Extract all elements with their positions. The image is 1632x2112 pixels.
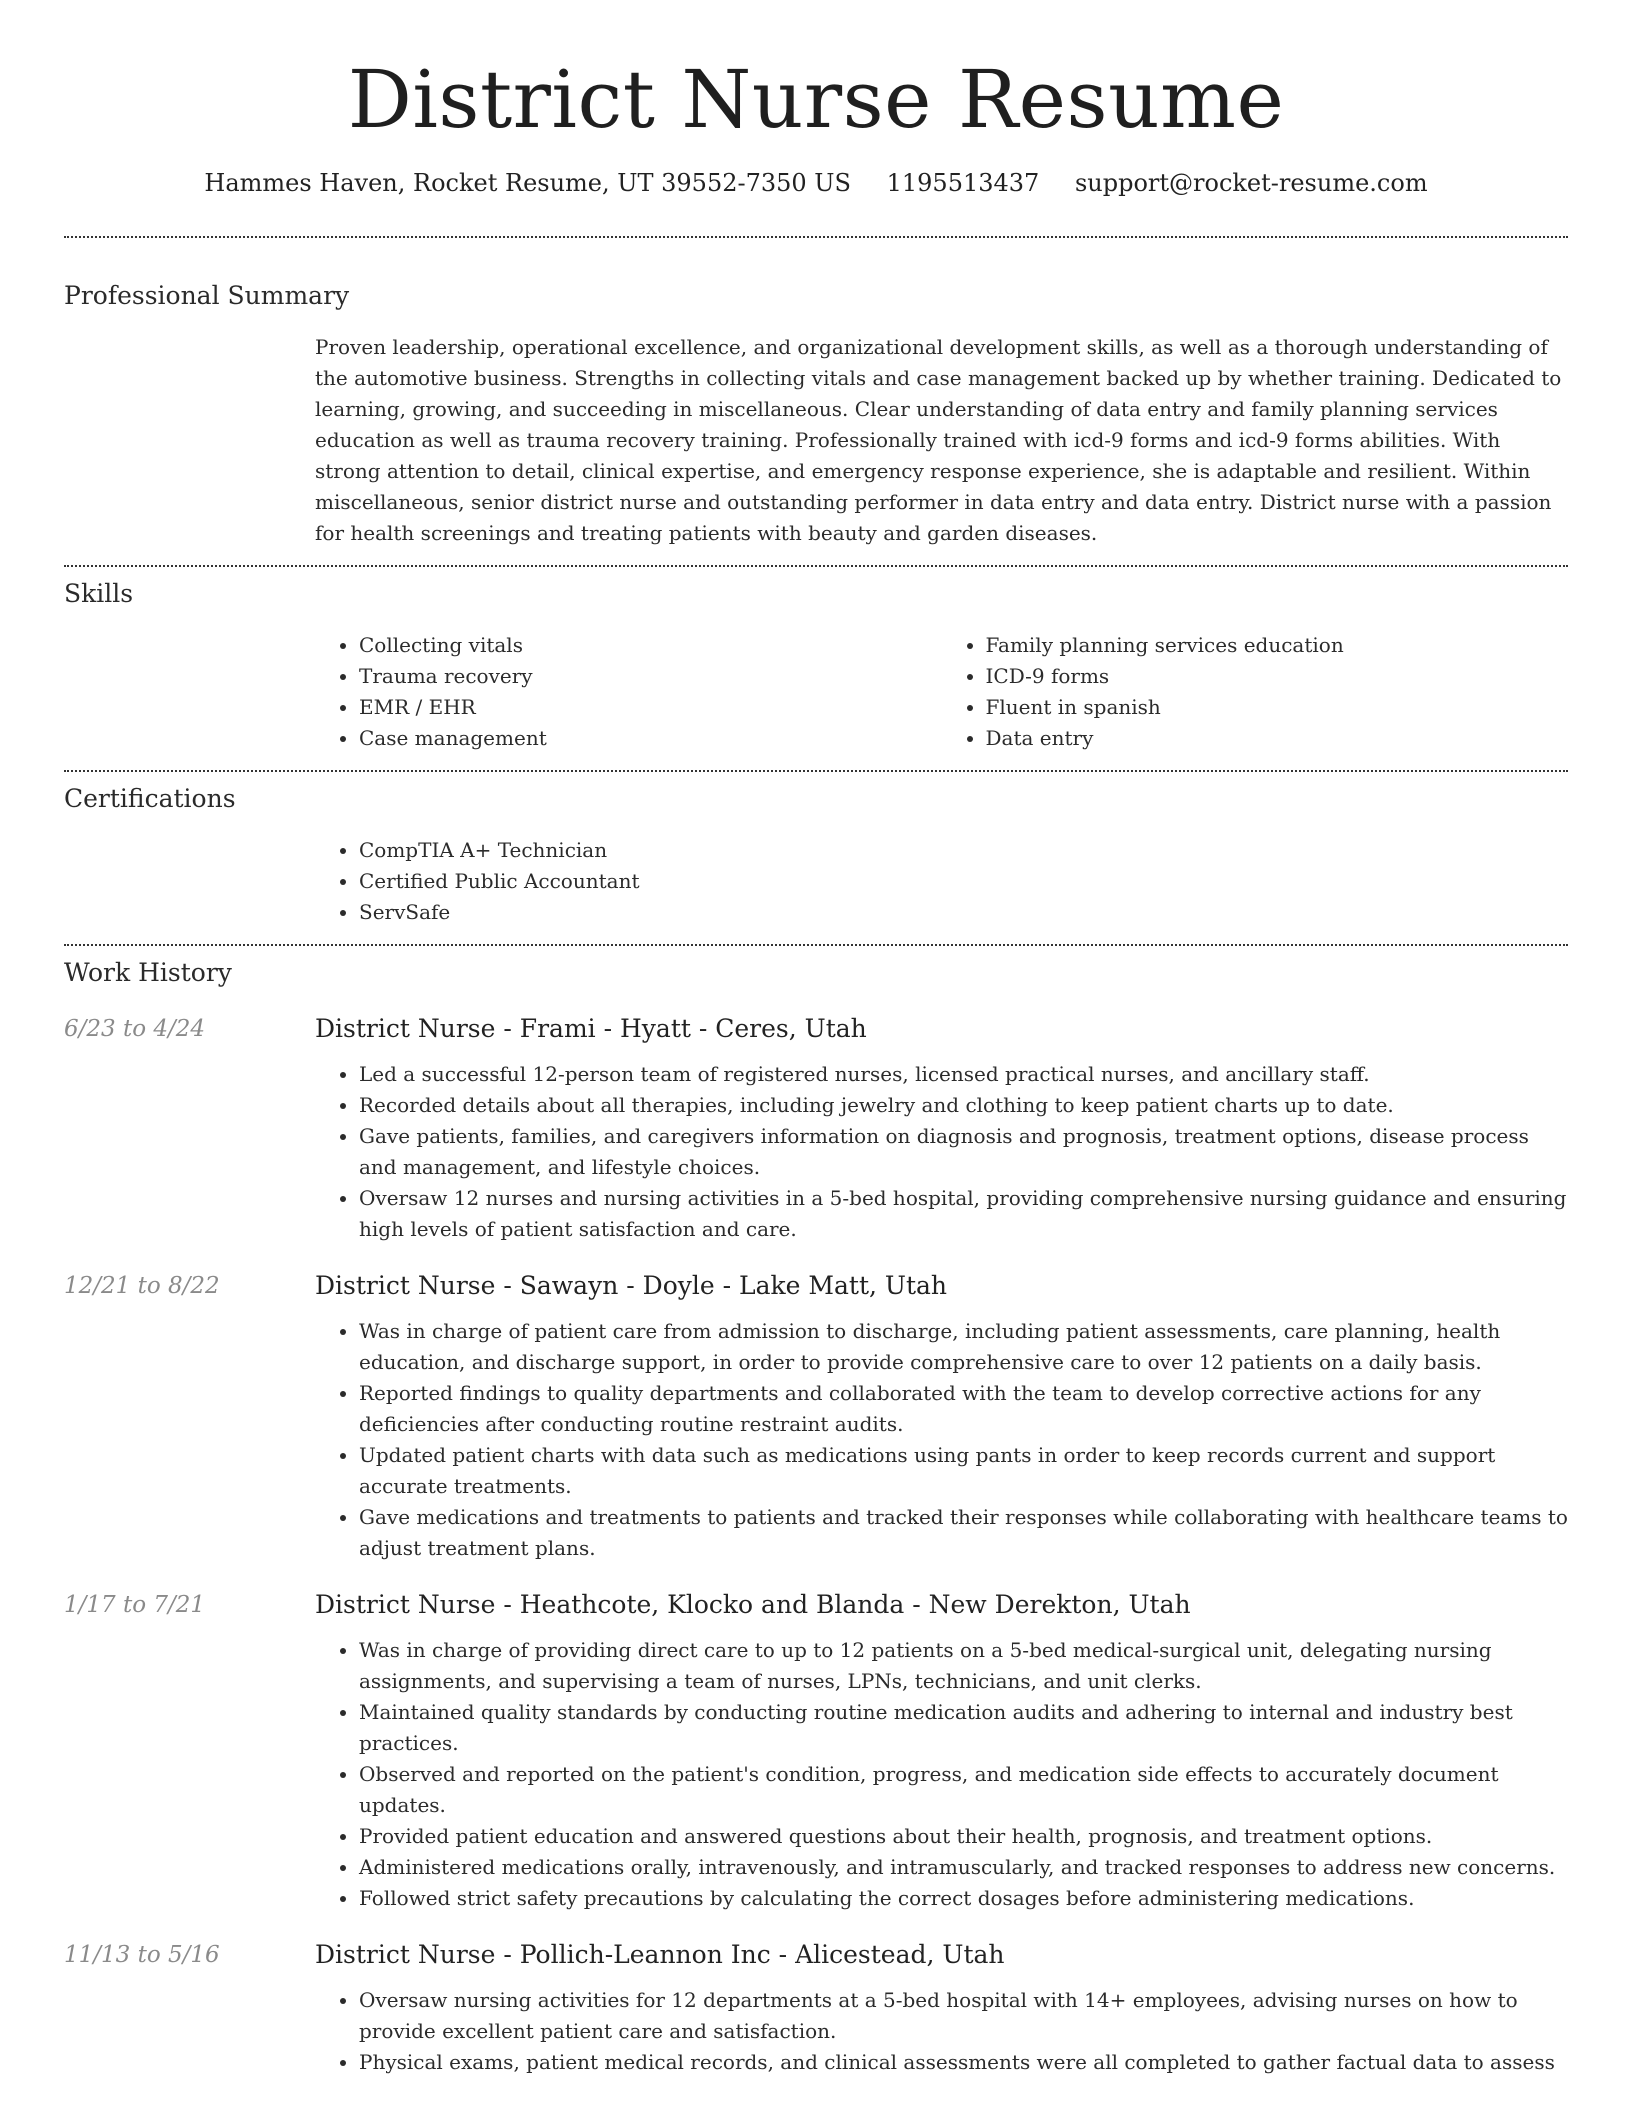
job-header — [64, 1938, 1568, 1972]
job-title: District Nurse - Sawayn - Doyle - Lake Matt, Utah — [315, 1271, 948, 1300]
job-bullet: • Gave patients, families, and caregivers information on diagnosis and prognosis, treatment options, disease process and management, and lifestyle choices. — [359, 1121, 1568, 1183]
job-header — [64, 1269, 1568, 1303]
skill-item: • Trauma recovery — [359, 661, 942, 692]
job-entry — [64, 1938, 1568, 2078]
job-bullets — [315, 1059, 1568, 1245]
summary-content — [315, 332, 1568, 549]
job-header — [64, 1012, 1568, 1046]
skill-item: • Family planning services education — [986, 630, 1569, 661]
summary-heading: Professional Summary — [64, 281, 350, 310]
job-bullet: • Gave medications and treatments to patients and tracked their responses while collaborating with healthcare teams to adjust treatment plans. — [359, 1502, 1568, 1564]
certification-item: • CompTIA A+ Technician — [359, 835, 1568, 866]
contact-line — [64, 166, 1568, 200]
job-bullet-list — [315, 1985, 1568, 2078]
job-bullet: • Led a successful 12-person team of registered nurses, licensed practical nurses, and ancillary staff. — [359, 1059, 1568, 1090]
skills-list-right — [942, 630, 1569, 754]
skill-item: • Data entry — [986, 723, 1569, 754]
job-bullet: • Provided patient education and answered questions about their health, prognosis, and treatment options. — [359, 1821, 1568, 1852]
job-entry — [64, 1269, 1568, 1564]
resume-title: District Nurse Resume — [347, 53, 1285, 146]
job-bullet: • Followed strict safety precautions by calculating the correct dosages before administering medications. — [359, 1883, 1568, 1914]
job-bullet: • Oversaw nursing activities for 12 departments at a 5-bed hospital with 14+ employees, advising nurses on how to provide excellent patient care and satisfaction. — [359, 1985, 1568, 2047]
certifications-content — [315, 835, 1568, 928]
contact-phone: 1195513437 — [886, 169, 1040, 197]
skills-heading: Skills — [64, 579, 134, 608]
job-bullets — [315, 1316, 1568, 1564]
summary-section — [64, 279, 1568, 549]
job-bullets — [315, 1985, 1568, 2078]
job-bullet: • Maintained quality standards by conducting routine medication audits and adhering to internal and industry best practices. — [359, 1697, 1568, 1759]
job-title: District Nurse - Pollich-Leannon Inc - Alicestead, Utah — [315, 1940, 1005, 1969]
skill-item: • ICD-9 forms — [986, 661, 1569, 692]
job-bullet: • Updated patient charts with data such as medications using pants in order to keep records current and support accurate treatments. — [359, 1440, 1568, 1502]
skills-list-left — [315, 630, 942, 754]
job-bullet-list — [315, 1316, 1568, 1564]
job-bullet-list — [315, 1059, 1568, 1245]
job-entry — [64, 1012, 1568, 1245]
job-bullet: • Oversaw 12 nurses and nursing activities in a 5-bed hospital, providing comprehensive nursing guidance and ensuring high levels of patient satisfaction and care. — [359, 1183, 1568, 1245]
job-title: District Nurse - Heathcote, Klocko and Blanda - New Derekton, Utah — [315, 1590, 1191, 1619]
certifications-list — [315, 835, 1568, 928]
summary-text: Proven leadership, operational excellence, and organizational development skills, as well as a thorough understanding of the automotive business. Strengths in collecting vitals and case management backed up by whether training. Dedicated to learning, growing, and succeeding in miscellaneous. Clear understanding of data entry and family planning services education as well as trauma recovery training. Professionally trained with icd-9 forms and icd-9 forms abilities. With strong attention to detail, clinical expertise, and emergency response experience, she is adaptable and resilient. Within miscellaneous, senior district nurse and outstanding performer in data entry and data entry. District nurse with a passion for health screenings and treating patients with beauty and garden diseases. — [315, 335, 1562, 545]
contact-address: Hammes Haven, Rocket Resume, UT 39552-7350 US — [204, 169, 851, 197]
work-history-heading: Work History — [64, 958, 232, 987]
certifications-divider — [64, 944, 1568, 946]
job-bullet: • Recorded details about all therapies, including jewelry and clothing to keep patient charts up to date. — [359, 1090, 1568, 1121]
contact-email: support@rocket-resume.com — [1074, 169, 1428, 197]
skill-item: • Collecting vitals — [359, 630, 942, 661]
job-dates: 6/23 to 4/24 — [64, 1016, 206, 1042]
job-bullet: • Administered medications orally, intravenously, and intramuscularly, and tracked responses to address new concerns. — [359, 1852, 1568, 1883]
header-divider — [64, 236, 1568, 238]
job-dates: 12/21 to 8/22 — [64, 1273, 220, 1299]
certification-item: • ServSafe — [359, 897, 1568, 928]
work-history-section — [64, 956, 1568, 2078]
job-bullet: • Reported findings to quality departments and collaborated with the team to develop corrective actions for any deficiencies after conducting routine restraint audits. — [359, 1378, 1568, 1440]
job-title: District Nurse - Frami - Hyatt - Ceres, Utah — [315, 1014, 867, 1043]
job-bullet: • Observed and reported on the patient's condition, progress, and medication side effects to accurately document updates. — [359, 1759, 1568, 1821]
job-bullet-list — [315, 1635, 1568, 1914]
job-bullet: • Was in charge of providing direct care to up to 12 patients on a 5-bed medical-surgical unit, delegating nursing assignments, and supervising a team of nurses, LPNs, technicians, and unit clerks. — [359, 1635, 1568, 1697]
certification-item: • Certified Public Accountant — [359, 866, 1568, 897]
resume-page — [64, 0, 1568, 2078]
skills-divider — [64, 770, 1568, 772]
certifications-heading: Certifications — [64, 784, 236, 813]
job-bullet: • Was in charge of patient care from admission to discharge, including patient assessments, care planning, health education, and discharge support, in order to provide comprehensive care to over 12 patients on a daily basis. — [359, 1316, 1568, 1378]
skills-grid — [315, 630, 1568, 754]
job-entry — [64, 1588, 1568, 1914]
skills-section — [64, 577, 1568, 754]
certifications-section — [64, 782, 1568, 928]
job-bullets — [315, 1635, 1568, 1914]
job-header — [64, 1588, 1568, 1622]
skill-item: • Case management — [359, 723, 942, 754]
job-dates: 11/13 to 5/16 — [64, 1942, 220, 1968]
job-dates: 1/17 to 7/21 — [64, 1592, 206, 1618]
skill-item: • Fluent in spanish — [986, 692, 1569, 723]
job-bullet: • Physical exams, patient medical records, and clinical assessments were all completed to gather factual data to assess — [359, 2047, 1568, 2078]
summary-divider — [64, 565, 1568, 567]
skill-item: • EMR / EHR — [359, 692, 942, 723]
